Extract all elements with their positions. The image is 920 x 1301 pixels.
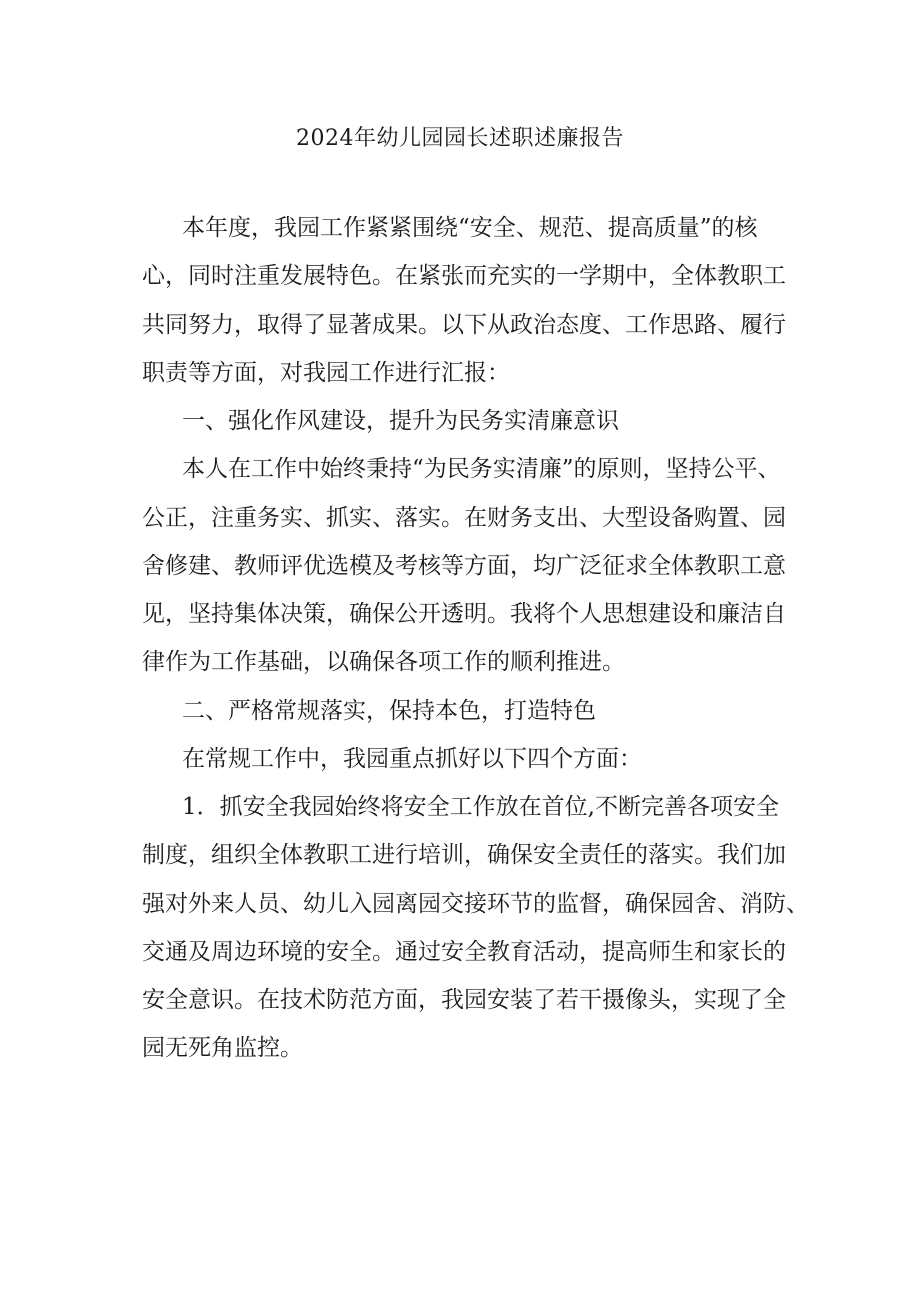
paragraph-line: 交通及周边环境的安全。通过安全教育活动，提高师生和家长的 (142, 939, 786, 965)
paragraph-line: 职责等方面，对我园工作进行汇报： (142, 360, 510, 386)
paragraph-line: 公正，注重务实、抓实、落实。在财务支出、大型设备购置、园 (142, 505, 786, 531)
section-heading: 二、严格常规落实，保持本色，打造特色 (182, 698, 596, 724)
section-heading: 一、强化作风建设，提升为民务实清廉意识 (182, 408, 619, 434)
paragraph-line: 制度，组织全体教职工进行培训，确保安全责任的落实。我们加 (142, 842, 786, 868)
paragraph-line: 安全意识。在技术防范方面，我园安装了若干摄像头，实现了全 (142, 987, 786, 1013)
paragraph-line: 园无死角监控。 (142, 1035, 303, 1061)
paragraph-line: 共同努力，取得了显著成果。以下从政治态度、工作思路、履行 (142, 312, 786, 338)
paragraph-line: 心，同时注重发展特色。在紧张而充实的一学期中，全体教职工 (142, 263, 786, 289)
paragraph-line: 见，坚持集体决策，确保公开透明。我将个人思想建设和廉洁自 (142, 601, 786, 627)
paragraph-line: 本年度，我园工作紧紧围绕“安全、规范、提高质量”的核 (182, 215, 758, 241)
paragraph-line: 舍修建、教师评优选模及考核等方面，均广泛征求全体教职工意 (142, 553, 786, 579)
paragraph-line: 在常规工作中，我园重点抓好以下四个方面： (182, 746, 642, 772)
paragraph-line: 1．抓安全我园始终将安全工作放在首位,不断完善各项安全 (182, 794, 779, 820)
paragraph-line: 律作为工作基础，以确保各项工作的顺利推进。 (142, 649, 625, 675)
page-title: 2024年幼儿园园长述职述廉报告 (296, 126, 624, 151)
paragraph-line: 本人在工作中始终秉持“为民务实清廉”的原则，坚持公平、 (182, 456, 781, 482)
paragraph-line: 强对外来人员、幼儿入园离园交接环节的监督，确保园舍、消防、 (142, 891, 809, 917)
